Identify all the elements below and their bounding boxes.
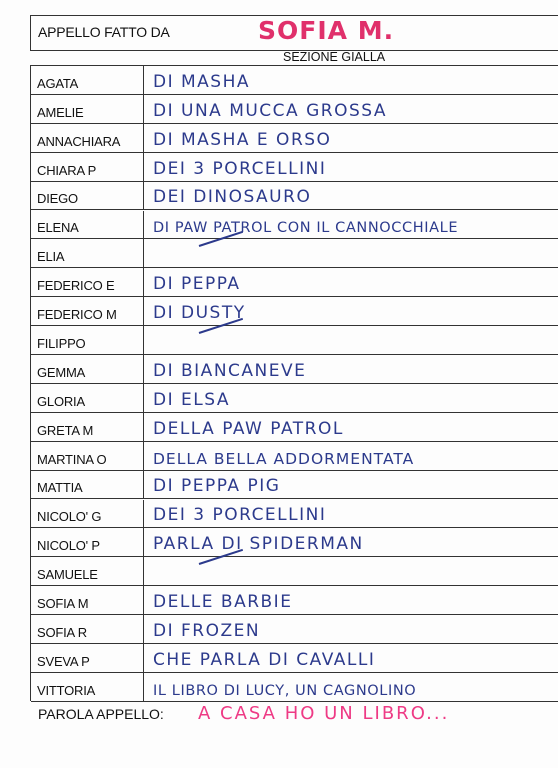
student-name-cell [31,586,144,614]
answer-text: DELLE BARBIE [153,592,293,613]
student-name-cell [31,528,144,556]
answer-text: DI MASHA [153,71,251,92]
student-name: ELENA [37,220,79,236]
header-label: APPELLO FATTO DA [38,24,170,40]
student-name: DIEGO [37,191,78,207]
table-row [31,528,558,557]
student-name-cell [31,326,144,354]
table-row [31,182,558,211]
table-row [31,413,558,442]
table-row [31,355,558,384]
answer-text: DI PAW PATROL CON IL CANNOCCHIALE [153,220,459,237]
table-row [31,326,558,355]
attendance-table [30,65,558,701]
student-name: FILIPPO [37,335,86,351]
student-name: NICOLO' G [37,509,102,525]
student-name: SOFIA M [37,596,89,612]
answer-text: DI DUSTY [153,303,246,324]
answer-text: DI FROZEN [153,620,261,641]
password-value: A CASA HO UN LIBRO... [198,703,450,724]
student-name: ELIA [37,249,65,265]
table-row [31,239,558,268]
student-name: GEMMA [37,364,86,380]
student-name-cell [31,153,144,181]
table-row [31,95,558,124]
student-name-cell [31,355,144,383]
table-row [31,500,558,529]
student-name: AGATA [37,75,79,91]
answer-text: PARLA DI SPIDERMAN [153,534,364,555]
student-name: FEDERICO M [37,307,117,323]
table-row [31,268,558,297]
section-label: SEZIONE GIALLA [283,50,386,64]
table-row [31,442,558,471]
student-name-cell [31,95,144,123]
table-row [31,557,558,586]
answer-text: DI ELSA [153,389,230,410]
student-name-cell [31,644,144,672]
student-name: ANNACHIARA [37,133,121,149]
table-row [31,384,558,413]
student-name: AMELIE [37,104,84,120]
student-name: GRETA M [37,422,94,438]
student-name-cell [31,239,144,267]
student-name-cell [31,413,144,441]
caller-name: SOFIA M. [258,16,395,45]
table-row [31,124,558,153]
student-name: VITTORIA [37,682,96,698]
answer-text: DEI 3 PORCELLINI [153,158,327,179]
answer-text: DI UNA MUCCA GROSSA [153,100,387,121]
table-row [31,644,558,673]
student-name-cell [31,211,144,239]
student-name: SOFIA R [37,624,87,640]
table-row [31,211,558,240]
student-name-cell [31,500,144,528]
answer-text: DI PEPPA PIG [153,476,281,497]
student-name: GLORIA [37,393,85,409]
student-name-cell [31,673,144,701]
table-row [31,297,558,326]
student-name: CHIARA P [37,162,97,178]
student-name-cell [31,471,144,499]
answer-text: DELLA BELLA ADDORMENTATA [153,449,415,468]
student-name: SAMUELE [37,567,98,583]
student-name: MARTINA O [37,451,107,467]
student-name-cell [31,557,144,585]
answer-text: DELLA PAW PATROL [153,418,344,439]
answer-text: DI PEPPA [153,274,241,295]
table-row [31,673,558,702]
table-row [31,615,558,644]
table-row [31,586,558,615]
student-name: FEDERICO E [37,278,115,294]
answer-text: DEI 3 PORCELLINI [153,505,327,526]
table-row [31,471,558,500]
student-name: NICOLO' P [37,538,100,554]
answer-text: DI BIANCANEVE [153,360,307,381]
password-label: PAROLA APPELLO: [38,706,164,722]
student-name-cell [31,268,144,296]
student-name: SVEVA P [37,653,90,669]
student-name-cell [31,297,144,325]
student-name-cell [31,615,144,643]
student-name-cell [31,182,144,210]
table-row [31,66,558,95]
answer-text: DEI DINOSAURO [153,187,312,208]
answer-text: DI MASHA E ORSO [153,129,332,150]
student-name: MATTIA [37,480,83,496]
table-row [31,153,558,182]
student-name-cell [31,384,144,412]
student-name-cell [31,66,144,94]
student-name-cell [31,442,144,470]
answer-text: CHE PARLA DI CAVALLI [153,649,376,670]
student-name-cell [31,124,144,152]
answer-text: IL LIBRO DI LUCY, UN CAGNOLINO [153,682,417,699]
